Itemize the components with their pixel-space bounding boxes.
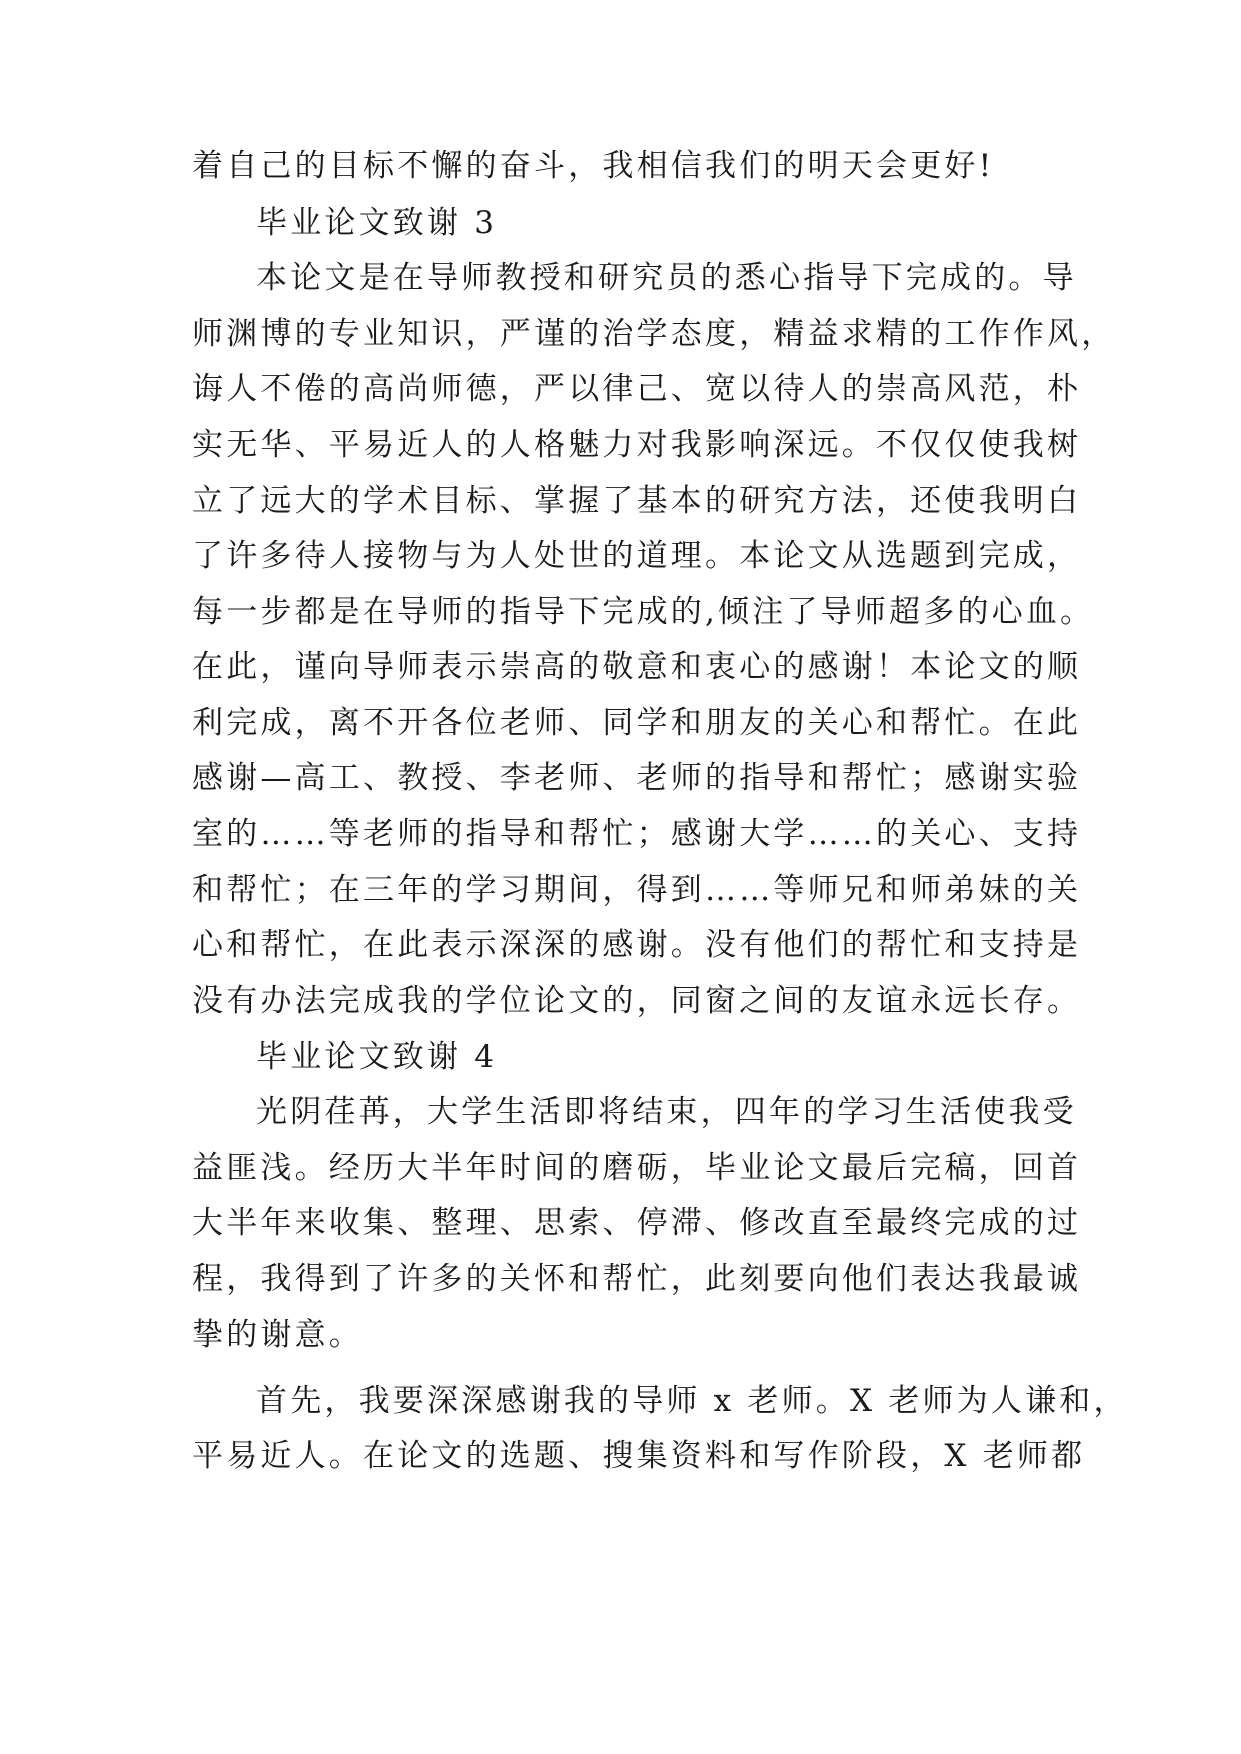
body-text-line: 每一步都是在导师的指导下完成的,倾注了导师超多的心血。 xyxy=(192,594,1095,630)
body-text-line: 和帮忙；在三年的学习期间，得到……等师兄和师弟妹的关 xyxy=(192,872,1082,908)
body-text-line: 实无华、平易近人的人格魅力对我影响深远。不仅仅使我树 xyxy=(192,427,1082,463)
body-text-line: 益匪浅。经历大半年时间的磨砺，毕业论文最后完稿，回首 xyxy=(192,1150,1082,1186)
body-text-line: 诲人不倦的高尚师德，严以律己、宽以待人的崇高风范，朴 xyxy=(192,371,1082,407)
body-text-line: 立了远大的学术目标、掌握了基本的研究方法，还使我明白 xyxy=(192,483,1082,519)
body-text-line: 在此，谨向导师表示崇高的敬意和衷心的感谢！本论文的顺 xyxy=(192,649,1082,685)
body-text-line: 师渊博的专业知识，严谨的治学态度，精益求精的工作作风， xyxy=(192,316,1116,352)
paragraph-first-line: 光阴荏苒，大学生活即将结束，四年的学习生活使我受 xyxy=(256,1094,1077,1130)
body-text-line: 没有办法完成我的学位论文的，同窗之间的友谊永远长存。 xyxy=(192,983,1082,1019)
body-text-line: 了许多待人接物与为人处世的道理。本论文从选题到完成， xyxy=(192,538,1082,574)
paragraph-first-line: 本论文是在导师教授和研究员的悉心指导下完成的。导 xyxy=(256,260,1077,296)
paragraph-first-line: 首先，我要深深感谢我的导师 x 老师。X 老师为人谦和， xyxy=(256,1383,1128,1419)
body-text-line: 程，我得到了许多的关怀和帮忙，此刻要向他们表达我最诚 xyxy=(192,1261,1082,1297)
body-text-line: 挚的谢意。 xyxy=(192,1317,363,1353)
body-text-line: 室的……等老师的指导和帮忙；感谢大学……的关心、支持 xyxy=(192,816,1082,852)
body-text-line: 平易近人。在论文的选题、搜集资料和写作阶段，X 老师都 xyxy=(192,1438,1086,1474)
body-text-line: 利完成，离不开各位老师、同学和朋友的关心和帮忙。在此 xyxy=(192,705,1082,741)
body-text-line: 着自己的目标不懈的奋斗，我相信我们的明天会更好! xyxy=(192,148,995,184)
section-heading: 毕业论文致谢 3 xyxy=(256,205,498,241)
section-heading: 毕业论文致谢 4 xyxy=(256,1039,498,1075)
body-text-line: 感谢—高工、教授、李老师、老师的指导和帮忙；感谢实验 xyxy=(192,760,1082,796)
body-text-line: 心和帮忙，在此表示深深的感谢。没有他们的帮忙和支持是 xyxy=(192,927,1082,963)
body-text-line: 大半年来收集、整理、思索、停滞、修改直至最终完成的过 xyxy=(192,1205,1082,1241)
